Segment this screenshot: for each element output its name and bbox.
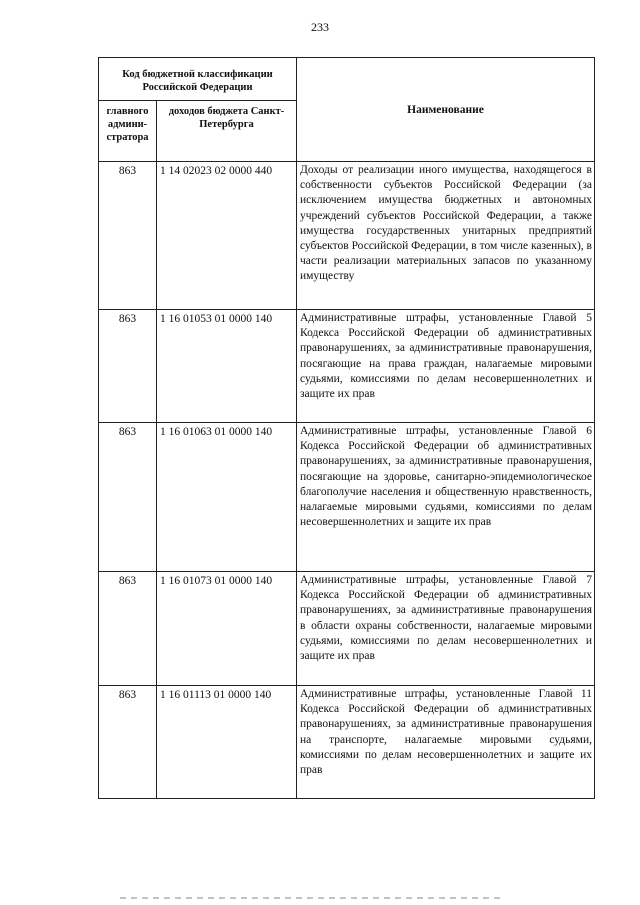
cell-name: Административные штрафы, установленные Главой 11 Кодекса Российской Федерации об административных правонарушениях, за административные правонарушения на транспорте, налагаемые мировыми судьями, комиссиями по делам несовершеннолетних и защите их прав [297,686,595,799]
cell-name: Административные штрафы, установленные Главой 6 Кодекса Российской Федерации об административных правонарушениях, за административные правонарушения, посягающие на здоровье, санитарно-эпидемиологическое благополучие населения и общественную нравственность, налагаемые мировыми судьями, комиссиями по делам несовершеннолетних и защите их прав [297,423,595,572]
table-row [99,423,595,572]
header-classification-code: Код бюджетной классификации Российской Федерации [99,58,297,101]
table-header-row [99,58,595,101]
cell-name: Административные штрафы, установленные Главой 7 Кодекса Российской Федерации об административных правонарушениях, за административные правонарушения в области охраны собственности, налагаемые мировыми судьями, комиссиями по делам несовершеннолетних и защите их прав [297,572,595,686]
cell-code: 1 16 01073 01 0000 140 [157,572,297,686]
cell-admin: 863 [99,423,157,572]
header-main-administrator: главного админи-стратора [99,101,157,162]
cell-admin: 863 [99,310,157,423]
cell-name: Административные штрафы, установленные Главой 5 Кодекса Российской Федерации об административных правонарушениях, за административные правонарушения, посягающие на права граждан, налагаемые мировыми судьями, комиссиями по делам несовершеннолетних и защите их прав [297,310,595,423]
table-row [99,686,595,799]
cell-code: 1 16 01063 01 0000 140 [157,423,297,572]
page-number: 233 [311,20,329,34]
cell-admin: 863 [99,686,157,799]
cell-name: Доходы от реализации иного имущества, находящегося в собственности субъектов Российской Федерации (за исключением имущества бюджетных и автономных учреждений субъектов Российской Федерации, а также имущества государственных унитарных предприятий субъектов Российской Федерации, в том числе казенных), в части реализации материальных запасов по указанному имуществу [297,162,595,310]
cell-code: 1 16 01053 01 0000 140 [157,310,297,423]
header-name: Наименование [297,58,595,162]
table-row [99,310,595,423]
header-budget-income: доходов бюджета Санкт-Петербурга [157,101,297,162]
budget-classification-table [98,57,595,799]
cell-admin: 863 [99,572,157,686]
table-row [99,162,595,310]
cell-code: 1 16 01113 01 0000 140 [157,686,297,799]
scan-footer-marks [120,897,500,899]
table-row [99,572,595,686]
cell-code: 1 14 02023 02 0000 440 [157,162,297,310]
cell-admin: 863 [99,162,157,310]
